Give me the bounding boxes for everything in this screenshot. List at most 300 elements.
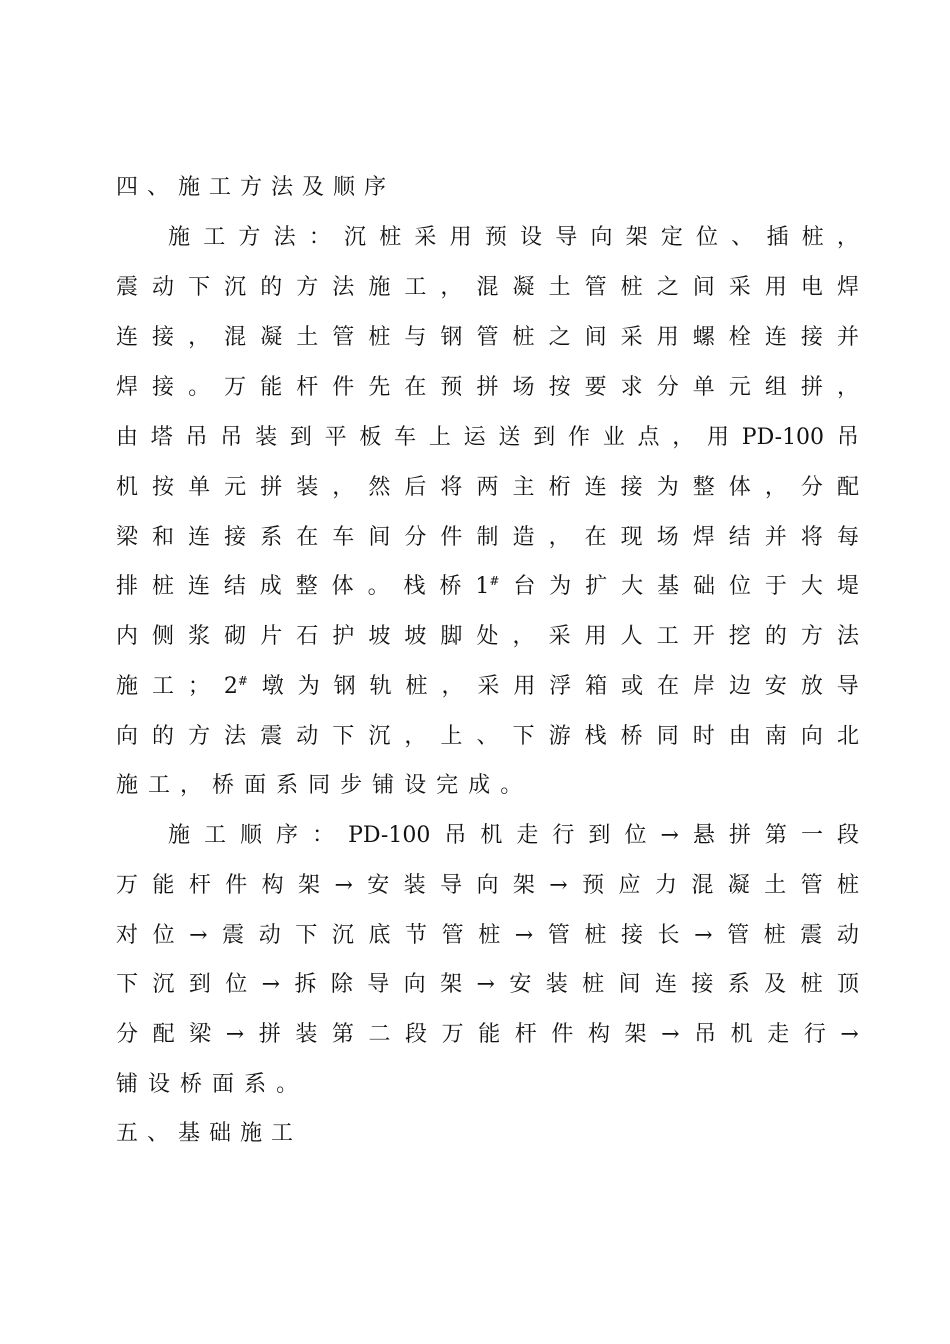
- text-glyph: 动: [258, 923, 281, 948]
- text-glyph: 将: [440, 475, 463, 500]
- text-glyph: 护: [332, 624, 355, 649]
- text-glyph: 桩: [836, 873, 859, 898]
- text-glyph: 桩: [405, 674, 428, 699]
- text-glyph: 主: [512, 475, 535, 500]
- text-glyph: 2#: [223, 674, 248, 699]
- text-glyph: 上: [440, 724, 463, 749]
- paragraph-line: [116, 970, 859, 1000]
- text-glyph: 下: [295, 923, 318, 948]
- text-glyph: →: [549, 873, 568, 898]
- text-glyph: ，: [180, 773, 203, 798]
- text-glyph: 下: [512, 724, 535, 749]
- text-glyph: 土: [296, 325, 319, 350]
- text-glyph: 大: [621, 574, 644, 599]
- text-glyph: 每: [836, 525, 859, 550]
- text-glyph: 凝: [512, 275, 535, 300]
- text-glyph: →: [514, 923, 534, 948]
- text-glyph: ，: [404, 724, 427, 749]
- text-glyph: 对: [116, 923, 139, 948]
- text-glyph: 工: [203, 225, 226, 250]
- text-glyph: 成: [259, 574, 282, 599]
- text-glyph: 桥: [212, 773, 235, 798]
- text-glyph: 土: [548, 275, 571, 300]
- text-glyph: 系: [276, 773, 299, 798]
- text-glyph: 用: [449, 225, 472, 250]
- text-glyph: 导: [440, 873, 463, 898]
- text-glyph: 插: [766, 225, 789, 250]
- text-glyph: 吊: [694, 1022, 717, 1047]
- text-glyph: ，: [764, 475, 787, 500]
- text-glyph: 成: [468, 773, 491, 798]
- paragraph-line: [168, 223, 859, 253]
- text-glyph: 南: [764, 724, 787, 749]
- text-glyph: 动: [836, 923, 859, 948]
- text-glyph: 施: [116, 674, 139, 699]
- text-glyph: 梁: [189, 1022, 212, 1047]
- text-glyph: 定: [660, 225, 683, 250]
- text-glyph: 杆: [296, 375, 319, 400]
- text-glyph: 车: [332, 525, 355, 550]
- text-glyph: 导: [367, 972, 390, 997]
- text-glyph: 钢: [440, 325, 463, 350]
- text-glyph: 的: [152, 724, 175, 749]
- text-glyph: 位: [225, 972, 248, 997]
- text-glyph: 震: [222, 923, 245, 948]
- text-glyph: 先: [368, 375, 391, 400]
- text-glyph: 接: [691, 972, 714, 997]
- text-glyph: 拼: [728, 823, 751, 848]
- text-glyph: 土: [764, 873, 787, 898]
- text-glyph: 点: [637, 425, 660, 450]
- text-glyph: 方: [296, 275, 319, 300]
- text-glyph: 结: [728, 525, 751, 550]
- text-glyph: 到: [188, 972, 211, 997]
- text-glyph: 焊: [116, 375, 139, 400]
- text-glyph: 桩: [763, 923, 786, 948]
- text-glyph: 焊: [836, 275, 859, 300]
- text-glyph: 场: [656, 525, 679, 550]
- text-glyph: 人: [620, 624, 643, 649]
- text-glyph: 为: [656, 475, 679, 500]
- text-glyph: 设: [148, 1072, 171, 1097]
- text-glyph: 能: [152, 873, 175, 898]
- section-heading-5: 五、基础施工: [116, 1121, 303, 1146]
- text-glyph: ，: [332, 475, 355, 500]
- text-glyph: 桥: [180, 1072, 203, 1097]
- paragraph-line: [168, 821, 859, 851]
- text-glyph: 用: [707, 425, 730, 450]
- text-glyph: 构: [261, 873, 284, 898]
- text-glyph: 梁: [116, 525, 139, 550]
- text-glyph: 、: [476, 724, 499, 749]
- text-glyph: 架: [624, 1022, 647, 1047]
- text-glyph: 和: [152, 525, 175, 550]
- text-glyph: 装: [296, 475, 319, 500]
- text-glyph: 下: [116, 972, 139, 997]
- text-glyph: 预: [582, 873, 605, 898]
- text-glyph: 法: [332, 275, 355, 300]
- paragraph-line: [116, 622, 859, 652]
- text-glyph: 机: [480, 823, 503, 848]
- paragraph-line: [116, 572, 859, 602]
- paragraph-line: [116, 273, 859, 303]
- text-glyph: 游: [548, 724, 571, 749]
- text-glyph: 铺: [372, 773, 395, 798]
- text-glyph: 混: [691, 873, 714, 898]
- text-glyph: 除: [330, 972, 353, 997]
- text-glyph: 连: [654, 972, 677, 997]
- text-glyph: 接: [152, 375, 175, 400]
- text-glyph: 行: [552, 823, 575, 848]
- paragraph-line: [116, 722, 859, 752]
- text-glyph: 连: [188, 525, 211, 550]
- text-glyph: 方: [188, 724, 211, 749]
- text-glyph: 走: [767, 1022, 790, 1047]
- text-glyph: 能: [260, 375, 283, 400]
- text-glyph: 并: [836, 325, 859, 350]
- text-glyph: 万: [441, 1022, 464, 1047]
- text-glyph: 震: [260, 724, 283, 749]
- text-glyph: 与: [404, 325, 427, 350]
- text-glyph: 设: [404, 773, 427, 798]
- text-glyph: 墩: [261, 674, 284, 699]
- text-glyph: 同: [308, 773, 331, 798]
- text-glyph: 位: [696, 225, 719, 250]
- text-glyph: 求: [620, 375, 643, 400]
- text-glyph: 施: [368, 275, 391, 300]
- text-glyph: 为: [297, 674, 320, 699]
- paragraph-line: [116, 1020, 859, 1050]
- text-glyph: 位: [624, 823, 647, 848]
- text-glyph: 、: [731, 225, 754, 250]
- text-glyph: 连: [584, 475, 607, 500]
- text-glyph: 螺: [692, 325, 715, 350]
- text-glyph: 平: [324, 425, 347, 450]
- text-glyph: 凝: [727, 873, 750, 898]
- text-glyph: →: [225, 1022, 245, 1047]
- text-glyph: 单: [188, 475, 211, 500]
- text-glyph: 浮: [549, 674, 572, 699]
- text-glyph: 脚: [440, 624, 463, 649]
- text-glyph: 分: [800, 475, 823, 500]
- text-glyph: 到: [533, 425, 556, 450]
- text-glyph: 向: [403, 972, 426, 997]
- text-glyph: 台: [513, 574, 536, 599]
- text-glyph: 桩: [801, 225, 824, 250]
- text-glyph: 栈: [584, 724, 607, 749]
- text-glyph: 浆: [188, 624, 211, 649]
- text-glyph: 管: [727, 923, 750, 948]
- text-glyph: 扩: [585, 574, 608, 599]
- text-glyph: 拼: [258, 1022, 281, 1047]
- text-glyph: 件: [332, 375, 355, 400]
- text-glyph: 。: [367, 574, 390, 599]
- text-glyph: 在: [404, 375, 427, 400]
- text-glyph: 岸: [693, 674, 716, 699]
- text-glyph: 间: [692, 275, 715, 300]
- text-glyph: 架: [440, 972, 463, 997]
- text-glyph: 片: [260, 624, 283, 649]
- text-glyph: 排: [116, 574, 139, 599]
- text-glyph: 法: [224, 724, 247, 749]
- text-glyph: 塔: [150, 425, 173, 450]
- text-glyph: 钢: [333, 674, 356, 699]
- text-glyph: 架: [625, 225, 648, 250]
- text-glyph: 走: [516, 823, 539, 848]
- text-glyph: 车: [394, 425, 417, 450]
- text-glyph: 拼: [260, 475, 283, 500]
- text-glyph: 连: [187, 574, 210, 599]
- text-glyph: 长: [657, 923, 680, 948]
- paragraph-line: [116, 423, 859, 453]
- text-glyph: 元: [728, 375, 751, 400]
- text-glyph: 坡: [368, 624, 391, 649]
- text-glyph: 方: [238, 225, 261, 250]
- text-glyph: 施: [168, 225, 191, 250]
- text-glyph: 拼: [476, 375, 499, 400]
- text-glyph: 采: [620, 325, 643, 350]
- text-glyph: 工: [656, 624, 679, 649]
- text-glyph: 面: [212, 1072, 235, 1097]
- text-glyph: 北: [836, 724, 859, 749]
- text-glyph: 1#: [475, 574, 500, 599]
- text-glyph: 混: [224, 325, 247, 350]
- text-glyph: 机: [116, 475, 139, 500]
- text-glyph: 装: [295, 1022, 318, 1047]
- text-glyph: 然: [368, 475, 391, 500]
- text-glyph: ，: [441, 674, 464, 699]
- text-glyph: 安: [509, 972, 532, 997]
- text-glyph: 制: [476, 525, 499, 550]
- text-glyph: 配: [152, 1022, 175, 1047]
- text-glyph: 能: [478, 1022, 501, 1047]
- text-glyph: 在: [584, 525, 607, 550]
- text-glyph: 桁: [548, 475, 571, 500]
- text-glyph: 桩: [368, 325, 391, 350]
- text-glyph: 件: [225, 873, 248, 898]
- paragraph-line: [116, 373, 859, 403]
- text-glyph: 采: [477, 674, 500, 699]
- text-glyph: 混: [476, 275, 499, 300]
- text-glyph: 沉: [368, 724, 391, 749]
- text-glyph: 机: [730, 1022, 753, 1047]
- text-glyph: 工: [148, 773, 171, 798]
- text-glyph: 段: [405, 1022, 428, 1047]
- text-glyph: 吊: [185, 425, 208, 450]
- text-glyph: 力: [654, 873, 677, 898]
- text-glyph: 结: [223, 574, 246, 599]
- paragraph-line: [116, 921, 859, 951]
- text-glyph: 后: [404, 475, 427, 500]
- text-glyph: 采: [548, 624, 571, 649]
- paragraph-line: [116, 523, 859, 553]
- text-glyph: 到: [588, 823, 611, 848]
- text-glyph: 向: [590, 225, 613, 250]
- text-glyph: 石: [296, 624, 319, 649]
- text-glyph: 体: [728, 475, 751, 500]
- text-glyph: 沉: [331, 923, 354, 948]
- text-glyph: 吊: [220, 425, 243, 450]
- text-glyph: 法: [273, 225, 296, 250]
- text-glyph: 管: [332, 325, 355, 350]
- text-glyph: 于: [764, 574, 787, 599]
- text-glyph: 放: [800, 674, 823, 699]
- text-glyph: 用: [764, 275, 787, 300]
- text-glyph: 桩: [151, 574, 174, 599]
- text-glyph: ，: [548, 525, 571, 550]
- text-glyph: 施: [116, 773, 139, 798]
- text-glyph: 在: [657, 674, 680, 699]
- text-glyph: 及: [764, 972, 787, 997]
- text-glyph: 架: [512, 873, 535, 898]
- text-glyph: 分: [656, 375, 679, 400]
- text-glyph: 预: [484, 225, 507, 250]
- text-glyph: 桩: [478, 923, 501, 948]
- text-glyph: 桩: [512, 325, 535, 350]
- text-glyph: 动: [296, 724, 319, 749]
- paragraph-line: [116, 323, 859, 353]
- text-glyph: 段: [836, 823, 859, 848]
- text-glyph: 间: [368, 525, 391, 550]
- text-glyph: 吊: [444, 823, 467, 848]
- text-glyph: 侧: [152, 624, 175, 649]
- text-glyph: 场: [512, 375, 535, 400]
- text-glyph: 完: [436, 773, 459, 798]
- text-glyph: 震: [116, 275, 139, 300]
- text-glyph: 应: [618, 873, 641, 898]
- text-glyph: 第: [331, 1022, 354, 1047]
- text-glyph: 万: [224, 375, 247, 400]
- text-glyph: 由: [728, 724, 751, 749]
- text-glyph: 用: [513, 674, 536, 699]
- text-glyph: 沉: [224, 275, 247, 300]
- text-glyph: 构: [587, 1022, 610, 1047]
- text-glyph: 开: [692, 624, 715, 649]
- text-glyph: 电: [800, 275, 823, 300]
- text-glyph: ，: [836, 375, 859, 400]
- text-glyph: 整: [692, 475, 715, 500]
- text-glyph: 下: [332, 724, 355, 749]
- text-glyph: 管: [441, 923, 464, 948]
- text-glyph: 为: [549, 574, 572, 599]
- text-glyph: 。: [500, 773, 523, 798]
- text-glyph: 将: [800, 525, 823, 550]
- text-glyph: 管: [800, 873, 823, 898]
- text-glyph: 向: [476, 873, 499, 898]
- text-glyph: →: [476, 972, 495, 997]
- text-glyph: 栓: [728, 325, 751, 350]
- text-glyph: 间: [584, 325, 607, 350]
- text-glyph: 箱: [585, 674, 608, 699]
- text-glyph: 预: [440, 375, 463, 400]
- text-glyph: 的: [260, 275, 283, 300]
- text-glyph: 挖: [728, 624, 751, 649]
- text-glyph: 方: [800, 624, 823, 649]
- text-glyph: 业: [602, 425, 625, 450]
- text-glyph: 行: [803, 1022, 826, 1047]
- text-glyph: 件: [551, 1022, 574, 1047]
- text-glyph: 连: [116, 325, 139, 350]
- text-glyph: 向: [116, 724, 139, 749]
- text-glyph: 装: [403, 873, 426, 898]
- text-glyph: 边: [728, 674, 751, 699]
- text-glyph: →: [661, 1022, 680, 1047]
- text-glyph: 底: [368, 923, 391, 948]
- text-glyph: 分: [404, 525, 427, 550]
- text-glyph: 处: [476, 624, 499, 649]
- text-glyph: 第: [764, 823, 787, 848]
- text-glyph: 分: [116, 1022, 139, 1047]
- text-glyph: 栈: [403, 574, 426, 599]
- text-glyph: 配: [836, 475, 859, 500]
- text-glyph: 用: [656, 325, 679, 350]
- text-glyph: 送: [498, 425, 521, 450]
- text-glyph: 沉: [344, 225, 367, 250]
- text-glyph: 安: [367, 873, 390, 898]
- text-glyph: 系: [727, 972, 750, 997]
- text-glyph: 装: [255, 425, 278, 450]
- text-glyph: 作: [567, 425, 590, 450]
- text-glyph: 到: [289, 425, 312, 450]
- text-glyph: ，: [512, 624, 535, 649]
- text-glyph: 上: [428, 425, 451, 450]
- text-glyph: ，: [836, 225, 859, 250]
- text-glyph: 基: [657, 574, 680, 599]
- text-glyph: 位: [728, 574, 751, 599]
- text-glyph: 法: [836, 624, 859, 649]
- text-glyph: ；: [187, 674, 210, 699]
- text-glyph: 位: [152, 923, 175, 948]
- text-glyph: 桩: [379, 225, 402, 250]
- text-glyph: 同: [656, 724, 679, 749]
- paragraph-line: [116, 1070, 859, 1100]
- text-glyph: 杆: [514, 1022, 537, 1047]
- text-glyph: 吊: [836, 425, 859, 450]
- text-glyph: 系: [244, 1072, 267, 1097]
- text-glyph: 之: [656, 275, 679, 300]
- text-glyph: 施: [168, 823, 191, 848]
- text-glyph: 桩: [800, 972, 823, 997]
- text-glyph: 现: [620, 525, 643, 550]
- text-glyph: 由: [116, 425, 139, 450]
- text-glyph: 要: [584, 375, 607, 400]
- text-glyph: 的: [764, 624, 787, 649]
- text-glyph: 管: [584, 275, 607, 300]
- text-glyph: 工: [404, 275, 427, 300]
- text-glyph: 节: [405, 923, 428, 948]
- text-glyph: 拼: [800, 375, 823, 400]
- text-glyph: ：: [312, 823, 335, 848]
- text-glyph: 震: [800, 923, 823, 948]
- text-glyph: 设: [520, 225, 543, 250]
- text-glyph: →: [660, 823, 679, 848]
- text-glyph: 桩: [582, 972, 605, 997]
- text-glyph: 一: [800, 823, 823, 848]
- text-glyph: →: [840, 1022, 859, 1047]
- text-glyph: 并: [764, 525, 787, 550]
- text-glyph: 动: [152, 275, 175, 300]
- text-glyph: 轨: [369, 674, 392, 699]
- text-glyph: 面: [244, 773, 267, 798]
- paragraph-line: [116, 871, 859, 901]
- text-glyph: ：: [308, 225, 331, 250]
- text-glyph: 时: [692, 724, 715, 749]
- text-glyph: PD-100: [741, 425, 825, 450]
- text-glyph: 装: [545, 972, 568, 997]
- text-glyph: 桩: [584, 923, 607, 948]
- text-glyph: →: [261, 972, 281, 997]
- text-glyph: 间: [618, 972, 641, 997]
